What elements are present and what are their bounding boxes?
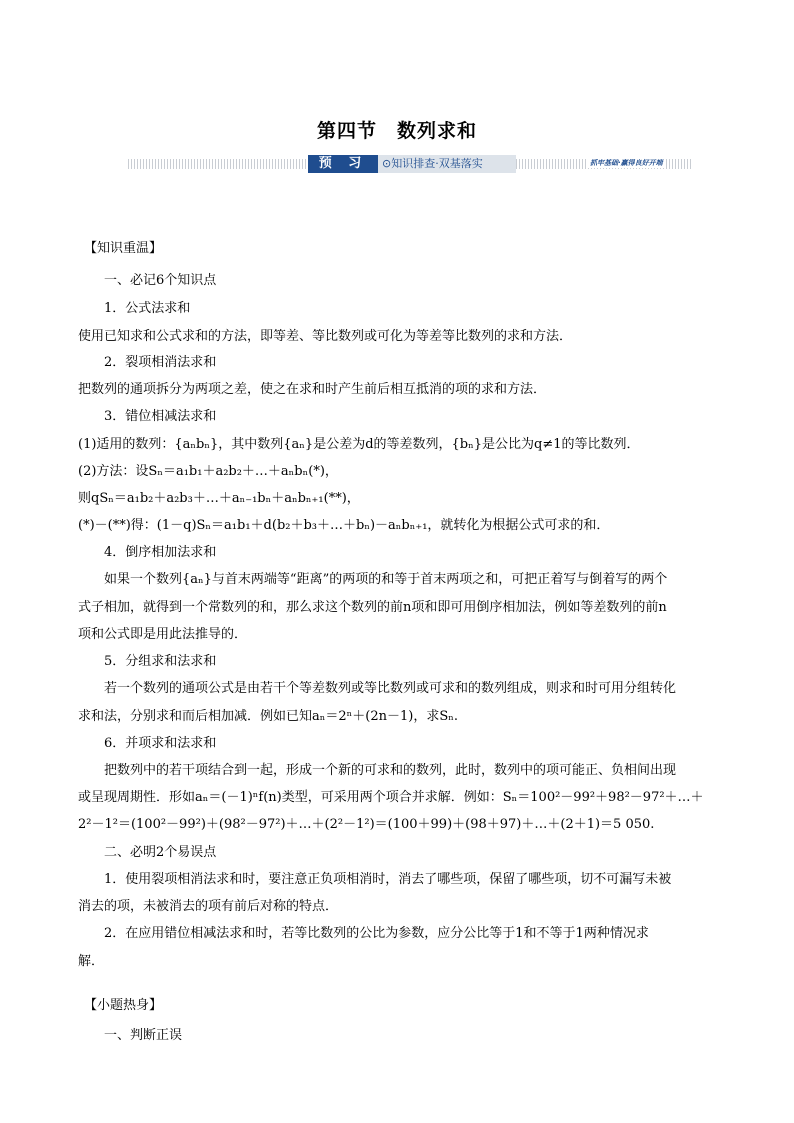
topic-heading: 2．裂项相消法求和: [104, 355, 217, 370]
subsection-heading: 一、判断正误: [104, 1028, 183, 1043]
topic-heading: 5．分组求和法求和: [104, 654, 217, 669]
paragraph-line: 把数列中的若干项结合到一起，形成一个新的可求和的数列，此时，数列中的项可能正、负相间出现: [104, 763, 677, 778]
topic-heading: 4．倒序相加法求和: [104, 545, 217, 560]
banner-subtitle: ⊙知识排查·双基落实: [378, 155, 516, 173]
paragraph-line: (1)适用的数列：{aₙbₙ}，其中数列{aₙ}是公差为d的等差数列，{bₙ}是公比为q≠1的等比数列．: [78, 437, 640, 452]
paragraph-line: 2．在应用错位相减法求和时，若等比数列的公比为参数，应分公比等于1和不等于1两种情况求: [104, 926, 649, 941]
topic-heading: 6．并项求和法求和: [104, 736, 217, 751]
subsection-heading: 二、必明2个易误点: [104, 845, 217, 860]
formula-line: 则qSₙ＝a₁b₂＋a₂b₃＋…＋aₙ₋₁bₙ＋aₙbₙ₊₁(**)，: [78, 491, 360, 506]
paragraph-line: 求和法，分别求和而后相加减．例如已知aₙ＝2ⁿ＋(2n－1)，求Sₙ.: [78, 709, 458, 724]
formula-line: (*)－(**)得：(1－q)Sₙ＝a₁b₁＋d(b₂＋b₃＋…＋bₙ)－aₙbₙ₊₁，就转化为根据公式可求的和．: [78, 518, 610, 533]
paragraph-line: 把数列的通项拆分为两项之差，使之在求和时产生前后相互抵消的项的求和方法．: [78, 382, 547, 397]
banner-slogan: 抓牢基础·赢得良好开端: [590, 159, 663, 167]
banner-stripe-left: [128, 159, 308, 169]
section-banner: [128, 155, 693, 177]
topic-heading: 3．错位相减法求和: [104, 409, 217, 424]
formula-line: 2²－1²＝(100²－99²)＋(98²－97²)＋…＋(2²－1²)＝(100＋99)＋(98＋97)＋…＋(2＋1)＝5 050.: [78, 817, 655, 832]
paragraph-line: 解．: [78, 954, 105, 969]
page-title: 第四节 数列求和: [316, 120, 477, 142]
section-heading: 【小题热身】: [84, 998, 163, 1013]
paragraph-line: 使用已知求和公式求和的方法，即等差、等比数列或可化为等差等比数列的求和方法．: [78, 329, 573, 344]
paragraph-line: 1．使用裂项相消法求和时，要注意正负项相消时，消去了哪些项，保留了哪些项，切不可漏写未被: [104, 872, 672, 887]
banner-tag: 预 习: [308, 155, 378, 173]
paragraph-line: 若一个数列的通项公式是由若干个等差数列或等比数列或可求和的数列组成，则求和时可用分组转化: [104, 681, 677, 696]
topic-heading: 1．公式法求和: [104, 301, 191, 316]
paragraph-line: 如果一个数列{aₙ}与首末两端等“距离”的两项的和等于首末两项之和，可把正着写与倒着写的两个: [104, 572, 668, 587]
paragraph-line: 项和公式即是用此法推导的．: [78, 627, 248, 642]
paragraph-line: 或呈现周期性．形如aₙ＝(－1)ⁿf(n)类型，可采用两个项合并求解．例如：Sₙ＝100²－99²＋98²－97²＋…＋: [78, 790, 704, 805]
formula-line: (2)方法：设Sₙ＝a₁b₁＋a₂b₂＋…＋aₙbₙ(*)，: [78, 464, 338, 479]
section-heading: 【知识重温】: [84, 241, 163, 256]
paragraph-line: 式子相加，就得到一个常数列的和，那么求这个数列的前n项和即可用倒序相加法，例如等差数列的前n: [78, 600, 667, 615]
paragraph-line: 消去的项，未被消去的项有前后对称的特点．: [78, 899, 339, 914]
subsection-heading: 一、必记6个知识点: [104, 273, 217, 288]
